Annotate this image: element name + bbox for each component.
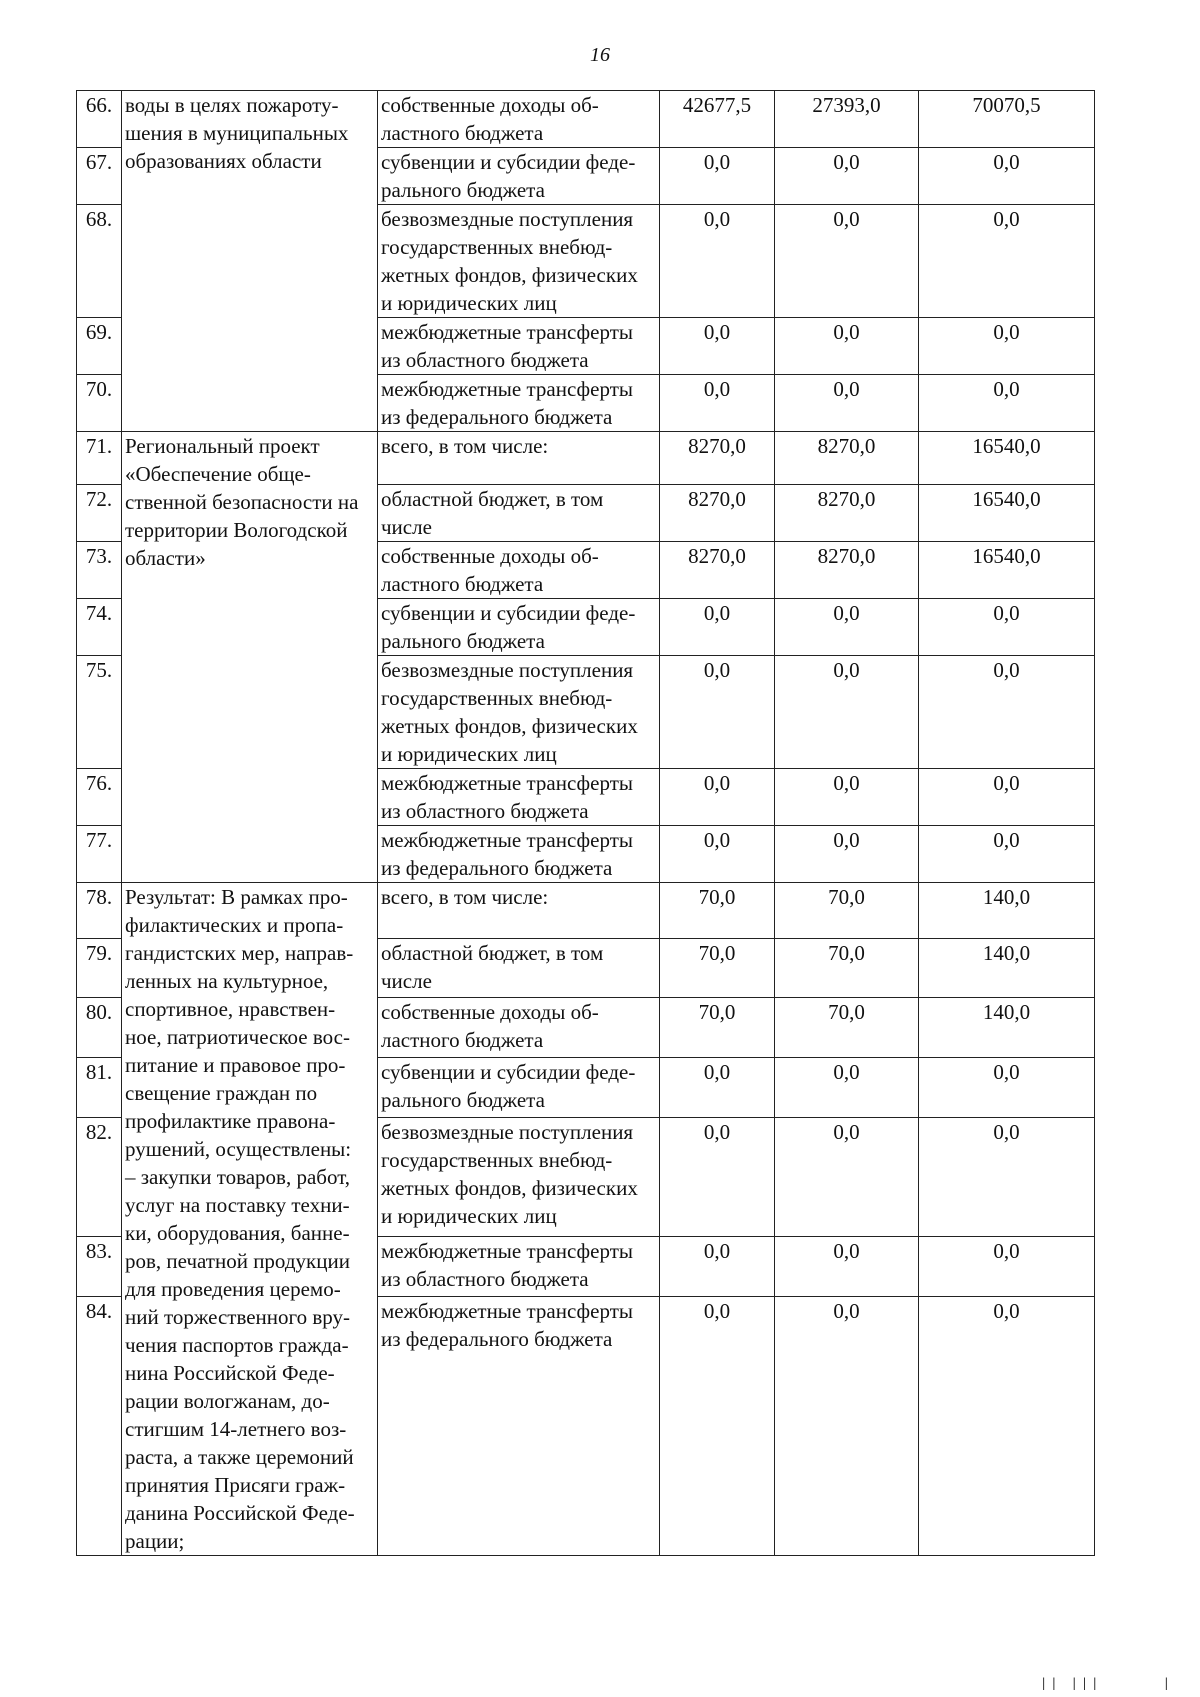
value-total: 0,0	[919, 656, 1095, 769]
value-year-1: 0,0	[660, 826, 775, 883]
value-year-2: 8270,0	[775, 485, 919, 542]
row-number: 83.	[77, 1236, 122, 1296]
row-number: 68.	[77, 205, 122, 318]
value-year-2: 0,0	[775, 375, 919, 432]
value-year-1: 0,0	[660, 1118, 775, 1237]
value-year-1: 8270,0	[660, 485, 775, 542]
funding-source: безвозмездные поступления государственных внебюд- жетных фондов, физических и юридических лиц	[378, 205, 660, 318]
value-total: 140,0	[919, 883, 1095, 939]
value-year-2: 0,0	[775, 1296, 919, 1555]
row-number: 71.	[77, 432, 122, 485]
funding-source: безвозмездные поступления государственных внебюд- жетных фондов, физических и юридических лиц	[378, 1118, 660, 1237]
value-total: 70070,5	[919, 91, 1095, 148]
value-year-2: 0,0	[775, 769, 919, 826]
row-number: 69.	[77, 318, 122, 375]
value-total: 140,0	[919, 938, 1095, 998]
funding-source: безвозмездные поступления государственных внебюд- жетных фондов, физических и юридических лиц	[378, 656, 660, 769]
value-year-2: 0,0	[775, 1118, 919, 1237]
table-row	[77, 432, 1095, 485]
row-number: 81.	[77, 1058, 122, 1118]
funding-source: собственные доходы об- ластного бюджета	[378, 998, 660, 1058]
value-year-1: 70,0	[660, 998, 775, 1058]
funding-source: всего, в том числе:	[378, 883, 660, 939]
row-number: 73.	[77, 542, 122, 599]
value-year-2: 0,0	[775, 1236, 919, 1296]
row-number: 70.	[77, 375, 122, 432]
value-total: 0,0	[919, 599, 1095, 656]
funding-source: собственные доходы об- ластного бюджета	[378, 91, 660, 148]
row-number: 80.	[77, 998, 122, 1058]
page-number: 16	[590, 44, 610, 66]
funding-source: межбюджетные трансферты из областного бюджета	[378, 769, 660, 826]
row-number: 66.	[77, 91, 122, 148]
value-year-1: 0,0	[660, 148, 775, 205]
value-year-1: 0,0	[660, 375, 775, 432]
value-year-1: 0,0	[660, 1296, 775, 1555]
funding-source: межбюджетные трансферты из областного бюджета	[378, 318, 660, 375]
value-total: 16540,0	[919, 485, 1095, 542]
funding-source: субвенции и субсидии феде- рального бюджета	[378, 599, 660, 656]
value-year-2: 0,0	[775, 148, 919, 205]
row-number: 78.	[77, 883, 122, 939]
value-year-1: 70,0	[660, 883, 775, 939]
value-year-1: 0,0	[660, 1236, 775, 1296]
value-total: 16540,0	[919, 542, 1095, 599]
value-year-2: 0,0	[775, 1058, 919, 1118]
value-total: 0,0	[919, 318, 1095, 375]
value-total: 16540,0	[919, 432, 1095, 485]
value-year-2: 0,0	[775, 656, 919, 769]
table-row	[77, 91, 1095, 148]
value-year-1: 0,0	[660, 656, 775, 769]
value-year-2: 8270,0	[775, 542, 919, 599]
funding-source: межбюджетные трансферты из федерального бюджета	[378, 826, 660, 883]
row-number: 67.	[77, 148, 122, 205]
value-total: 0,0	[919, 1118, 1095, 1237]
value-total: 0,0	[919, 1296, 1095, 1555]
value-total: 140,0	[919, 998, 1095, 1058]
value-year-1: 42677,5	[660, 91, 775, 148]
value-year-1: 0,0	[660, 769, 775, 826]
row-description: Результат: В рамках про- филактических и пропа- гандистских мер, направ- ленных на культурное, спортивное, нравствен- ное, патриотическое вос- питание и правовое про- свещение граждан по профилактике правона- рушений, осуществлены: – закупки товаров, работ, услуг на поставку техни- ки, оборудования, баннe- ров, печатной продукции для проведения церемо- ний торжественного вру- чения паспортов гражда- нина Российской Феде- рации вологжанам, до- стигшим 14-летнего воз- раста, а также церемоний принятия Присяги граж- данина Российской Феде- рации;	[122, 883, 378, 1556]
value-year-2: 70,0	[775, 883, 919, 939]
value-year-2: 27393,0	[775, 91, 919, 148]
value-total: 0,0	[919, 205, 1095, 318]
value-total: 0,0	[919, 375, 1095, 432]
value-total: 0,0	[919, 148, 1095, 205]
funding-source: межбюджетные трансферты из областного бюджета	[378, 1236, 660, 1296]
budget-table	[76, 90, 1095, 1556]
row-number: 82.	[77, 1118, 122, 1237]
row-description: Региональный проект «Обеспечение обще- ственной безопасности на территории Вологодской области»	[122, 432, 378, 883]
funding-source: областной бюджет, в том числе	[378, 485, 660, 542]
row-number: 84.	[77, 1296, 122, 1555]
value-total: 0,0	[919, 769, 1095, 826]
row-number: 75.	[77, 656, 122, 769]
value-year-2: 0,0	[775, 205, 919, 318]
row-number: 79.	[77, 938, 122, 998]
value-year-2: 0,0	[775, 599, 919, 656]
value-year-1: 0,0	[660, 205, 775, 318]
row-number: 77.	[77, 826, 122, 883]
value-year-2: 0,0	[775, 826, 919, 883]
value-total: 0,0	[919, 1236, 1095, 1296]
value-year-2: 8270,0	[775, 432, 919, 485]
value-year-1: 0,0	[660, 599, 775, 656]
table-row	[77, 883, 1095, 939]
value-year-2: 0,0	[775, 318, 919, 375]
row-number: 72.	[77, 485, 122, 542]
value-year-1: 8270,0	[660, 542, 775, 599]
value-year-2: 70,0	[775, 938, 919, 998]
row-description: воды в целях пожароту- шения в муниципальных образованиях области	[122, 91, 378, 432]
value-year-1: 70,0	[660, 938, 775, 998]
funding-source: всего, в том числе:	[378, 432, 660, 485]
funding-source: субвенции и субсидии феде- рального бюджета	[378, 148, 660, 205]
funding-source: областной бюджет, в том числе	[378, 938, 660, 998]
value-year-1: 0,0	[660, 1058, 775, 1118]
funding-source: межбюджетные трансферты из федерального бюджета	[378, 375, 660, 432]
funding-source: собственные доходы об- ластного бюджета	[378, 542, 660, 599]
scan-marks: || ||| |	[1040, 1676, 1173, 1690]
value-year-1: 8270,0	[660, 432, 775, 485]
funding-source: субвенции и субсидии феде- рального бюджета	[378, 1058, 660, 1118]
value-total: 0,0	[919, 826, 1095, 883]
row-number: 76.	[77, 769, 122, 826]
value-year-1: 0,0	[660, 318, 775, 375]
funding-source: межбюджетные трансферты из федерального бюджета	[378, 1296, 660, 1555]
row-number: 74.	[77, 599, 122, 656]
value-total: 0,0	[919, 1058, 1095, 1118]
value-year-2: 70,0	[775, 998, 919, 1058]
